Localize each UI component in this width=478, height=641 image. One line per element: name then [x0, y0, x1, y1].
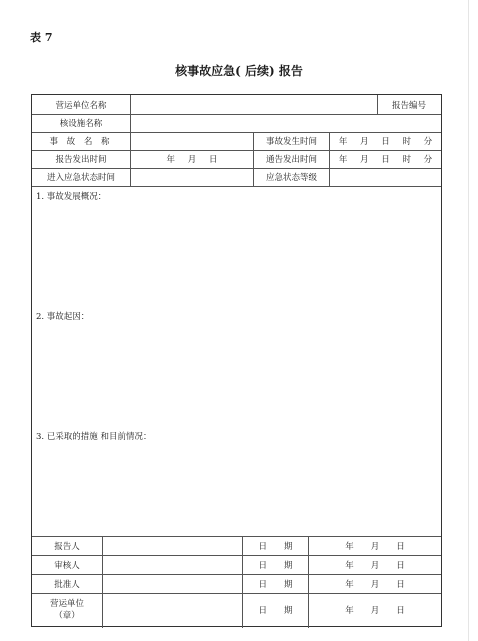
emergency-enter-time-label: 进入应急状态时间 — [46, 173, 115, 183]
accident-time-value[interactable]: 年 月 日 时 分 — [338, 137, 433, 147]
facility-name-field[interactable] — [131, 114, 441, 132]
emergency-level-field[interactable] — [330, 168, 441, 186]
document-title: 核事故应急( 后续) 报告 — [175, 64, 303, 78]
section-cause-heading: 2. 事故起因： — [36, 312, 90, 322]
date-label: 日 期 — [258, 605, 293, 616]
table-number: 表 7 — [30, 31, 53, 44]
emergency-enter-time-field[interactable] — [131, 168, 253, 186]
date-value[interactable]: 年 月 日 — [345, 541, 405, 552]
emergency-level-label: 应急状态等级 — [265, 173, 317, 183]
approver-label: 批准人 — [54, 579, 80, 590]
accident-time-label: 事故发生时间 — [265, 137, 317, 147]
page-edge-line — [468, 0, 469, 641]
facility-name-label: 核设施名称 — [59, 119, 103, 129]
report-time-label: 报告发出时间 — [55, 155, 107, 165]
operator-seal-line1: 营运单位 — [49, 598, 84, 609]
operator-seal-label — [32, 593, 102, 626]
operator-name-label: 营运单位名称 — [55, 100, 107, 111]
date-value[interactable]: 年 月 日 — [345, 579, 405, 590]
date-label: 日 期 — [258, 560, 293, 571]
reviewer-label: 审核人 — [54, 560, 80, 571]
col-divider — [102, 536, 103, 628]
date-value[interactable]: 年 月 日 — [345, 605, 405, 616]
reporter-label: 报告人 — [54, 541, 80, 552]
report-number-label: 报告编号 — [391, 100, 426, 111]
section-measures-heading: 3. 已采取的措施 和目前情况： — [36, 432, 152, 442]
report-form — [31, 94, 442, 627]
row-divider — [32, 186, 441, 187]
date-label: 日 期 — [258, 579, 293, 590]
date-value[interactable]: 年 月 日 — [345, 560, 405, 571]
notify-time-value[interactable]: 年 月 日 时 分 — [338, 155, 433, 165]
operator-name-field[interactable] — [131, 95, 377, 114]
date-label: 日 期 — [258, 541, 293, 552]
section-development-heading: 1. 事故发展概况： — [36, 192, 107, 202]
notify-time-label: 通告发出时间 — [265, 155, 317, 165]
report-time-value[interactable]: 年 月 日 — [166, 155, 218, 165]
operator-seal-line2: （章） — [54, 610, 80, 621]
accident-name-field[interactable] — [131, 132, 253, 150]
accident-name-label: 事 故 名 称 — [49, 137, 113, 147]
